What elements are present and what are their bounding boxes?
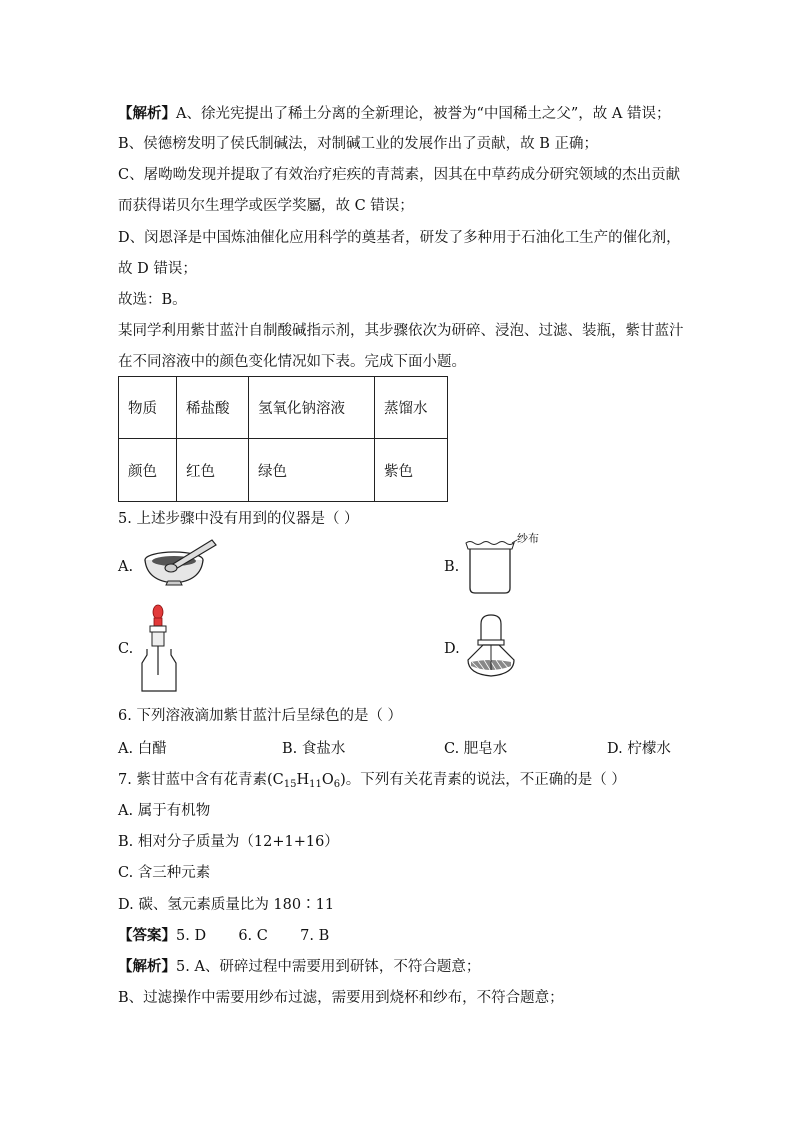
table-row [119, 439, 448, 502]
color-table [118, 376, 448, 502]
q5-option-a-label: A. [118, 559, 134, 575]
analysis-line-1: 【解析】A、徐光宪提出了稀土分离的全新理论，被誉为“中国稀土之父”，故 A 错误； [118, 105, 671, 122]
analysis-line-5: D、闵恩泽是中国炼油催化应用科学的奠基者，研发了多种用于石油化工生产的催化剂， [118, 230, 681, 246]
q5-option-c-label: C. [118, 641, 134, 657]
beaker-with-gauze-figure [462, 535, 518, 597]
q5-option-b-label: B. [444, 559, 460, 575]
analysis-line-7: 故选：B。 [118, 292, 187, 308]
q7-option-b: B. 相对分子质量为（12+1+16） [118, 834, 339, 850]
q6-option-a: A. 白醋 [118, 741, 167, 757]
analysis-line-2: B、侯德榜发明了侯氏制碱法，对制碱工业的发展作出了贡献，故 B 正确； [118, 136, 599, 152]
analysis-tag: 【解析】 [118, 958, 176, 975]
gauze-label: 纱布 [517, 532, 539, 545]
q7-option-a: A. 属于有机物 [118, 803, 211, 819]
q7-option-d: D. 碳、氢元素质量比为 180∶11 [118, 897, 335, 913]
intro-line-2: 在不同溶液中的颜色变化情况如下表。完成下面小题。 [118, 354, 466, 370]
q7-stem: 7. 紫甘蓝中含有花青素$(C_{15}H_{11}O_6)$。下列有关花青素的说法，不正确的是（ ） [118, 772, 626, 790]
analysis-tag: 【解析】 [118, 105, 176, 122]
table-cell: 红色 [177, 439, 249, 502]
analysis-line-6: 故 D 错误； [118, 261, 197, 277]
table-cell: 蒸馏水 [375, 377, 448, 439]
analysis-line-4: 而获得诺贝尔生理学或医学奖屬，故 C 错误； [118, 198, 414, 214]
answer-tag: 【答案】 [118, 927, 176, 944]
answer-line: 【答案】5. D 6. C 7. B [118, 927, 330, 944]
mortar-and-pestle-figure [138, 537, 218, 592]
table-cell: 稀盐酸 [177, 377, 249, 439]
q5-option-d-label: D. [444, 641, 460, 657]
alcohol-lamp-figure [463, 612, 521, 684]
analysis-line-3: C、屠呦呦发现并提取了有效治疗疟疾的青蒿素，因其在中草药成分研究领域的杰出贡献 [118, 167, 681, 183]
dropper-bottle-figure [138, 603, 180, 695]
table-cell: 绿色 [249, 439, 375, 502]
q6-option-c: C. 肥皂水 [444, 741, 508, 757]
q6-option-b: B. 食盐水 [282, 741, 346, 757]
q6-option-d: D. 柠檬水 [607, 741, 671, 757]
table-cell: 物质 [119, 377, 177, 439]
table-cell: 颜色 [119, 439, 177, 502]
q7-option-c: C. 含三种元素 [118, 865, 211, 881]
table-row [119, 377, 448, 439]
intro-line-1: 某同学利用紫甘蓝汁自制酸碱指示剂，其步骤依次为研碎、浸泡、过滤、装瓶，紫甘蓝汁 [118, 323, 684, 339]
table-cell: 氢氧化钠溶液 [249, 377, 375, 439]
analysis2-line-2: B、过滤操作中需要用纱布过滤，需要用到烧杯和纱布，不符合题意； [118, 990, 564, 1006]
analysis2-line-1: 【解析】5. A、研碎过程中需要用到研钵，不符合题意； [118, 958, 481, 975]
table-cell: 紫色 [375, 439, 448, 502]
q5-stem: 5. 上述步骤中没有用到的仪器是（ ） [118, 511, 359, 527]
q6-stem: 6. 下列溶液滴加紫甘蓝汁后呈绿色的是（ ） [118, 708, 403, 724]
